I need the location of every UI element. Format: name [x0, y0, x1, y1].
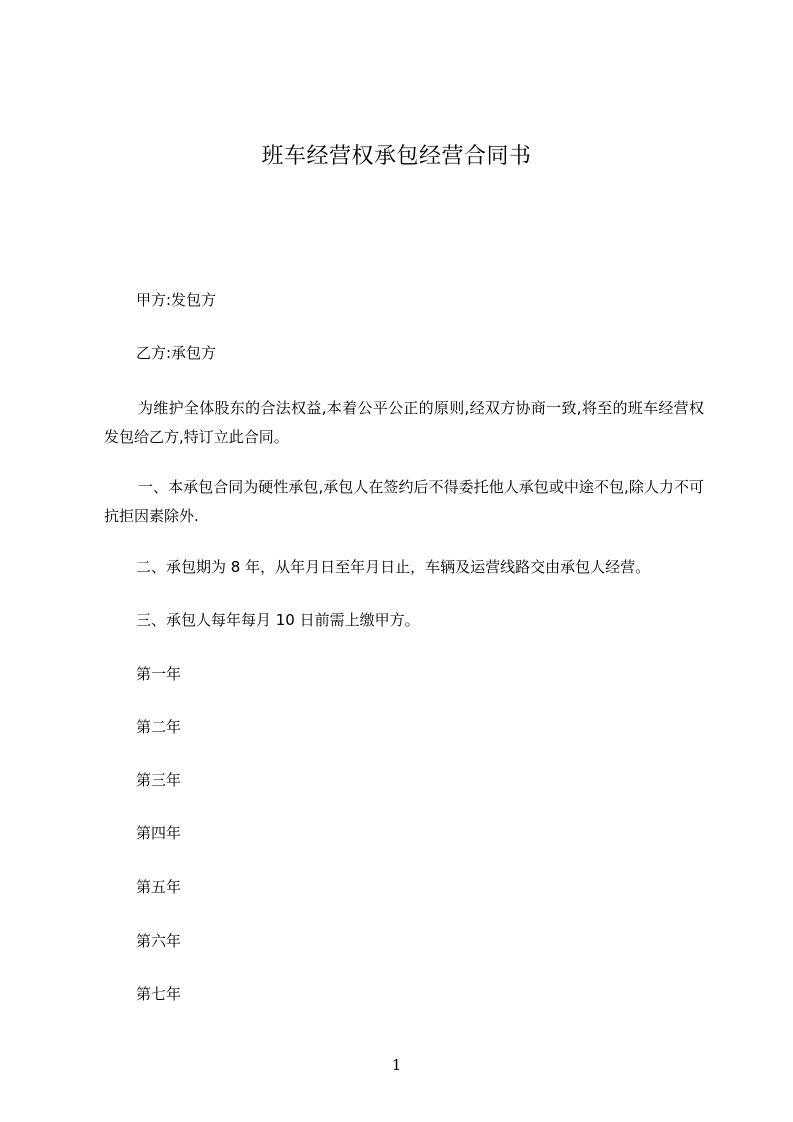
page-number: 1: [391, 1056, 402, 1074]
clause-2-paragraph: 二、承包期为 8 年，从年月日至年月日止，车辆及运营线路交由承包人经营。: [136, 558, 651, 576]
year-item-1: 第一年: [136, 665, 182, 683]
party-a: 甲方:发包方: [136, 291, 217, 309]
preamble-paragraph: 为维护全体股东的合法权益,本着公平公正的原则,经双方协商一致,将至的班车经营权发包给乙方,特订立此合同。: [104, 399, 704, 446]
year-item-7: 第七年: [136, 985, 182, 1003]
clause-3-paragraph: 三、承包人每年每月 10 日前需上缴甲方。: [136, 611, 420, 629]
year-item-6: 第六年: [136, 932, 182, 950]
document-title: 班车经营权承包经营合同书: [261, 144, 532, 169]
year-item-4: 第四年: [136, 824, 182, 842]
clause-1-paragraph: 一、本承包合同为硬性承包,承包人在签约后不得委托他人承包或中途不包,除人力不可抗拒因素除外.: [104, 478, 704, 525]
year-item-2: 第二年: [136, 718, 182, 736]
party-b: 乙方:承包方: [136, 344, 217, 362]
year-item-5: 第五年: [136, 878, 182, 896]
year-item-3: 第三年: [136, 771, 182, 789]
